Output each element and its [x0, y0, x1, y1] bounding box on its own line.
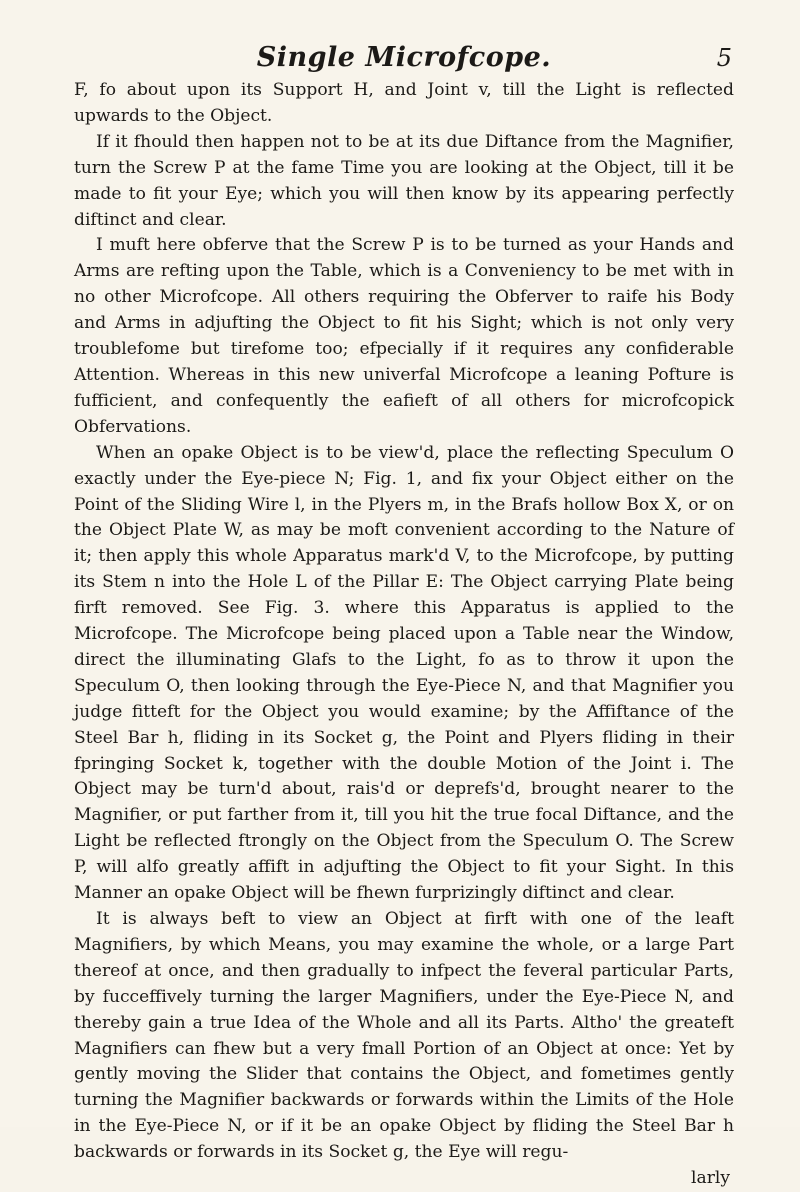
catchword: larly [691, 1168, 730, 1189]
page-header [74, 38, 734, 78]
page-number: 5 [716, 44, 732, 72]
paragraph: If it fhould then happen not to be at its due Diftance from the Magnifier, turn the Screw P at the fame Time you are looking at the Object, till it be made to fit your Eye; which you will then know by its appearing perfectly diftinct and clear. [74, 131, 734, 230]
paragraph: I muft here obferve that the Screw P is to be turned as your Hands and Arms are refting upon the Table, which is a Conveniency to be met with in no other Microfcope. All others requiring the Obferver to raife his Body and Arms in adjufting the Object to fit his Sight; which is not only very troublefome but tirefome too; efpecially if it requires any confiderable Attention. Whereas in this new univerfal Microfcope a leaning Pofture is fufficient, and confequently the eafieft of all others for microfcopick Obfervations. [74, 235, 734, 437]
paragraph: F, fo about upon its Support H, and Joint v, till the Light is reflected upwards to the Object. [74, 80, 734, 126]
paragraph: When an opake Object is to be view'd, place the reflecting Speculum O exactly under the Eye-piece N; Fig. 1, and fix your Object either on the Point of the Sliding Wire l, in the Plyers m, in the Brafs hollow Box X, or on the Object Plate W, as may be moft convenient according to the Nature of it; then apply this whole Apparatus mark'd V, to the Microfcope, by putting its Stem n into the Hole L of the Pillar E: The Object carrying Plate being firft removed. See Fig. 3. where this Apparatus is applied to the Microfcope. The Microfcope being placed upon a Table near the Window, direct the illuminating Glafs to the Light, fo as to throw it upon the Speculum O, then looking through the Eye-Piece N, and that Magnifier you judge fitteft for the Object you would examine; by the Affiftance of the Steel Bar h, fliding in its Socket g, the Point and Plyers fliding in their fpringing Socket k, together with the double Motion of the Joint i. The Object may be turn'd about, rais'd or deprefs'd, brought nearer to the Magnifier, or put farther from it, till you hit the true focal Diftance, and the Light be reflected ftrongly on the Object from the Speculum O. The Screw P, will alfo greatly affift in adjufting the Object to fit your Sight. In this Manner an opake Object will be fhewn furprizingly diftinct and clear. [74, 442, 734, 904]
body-text [74, 78, 734, 1166]
paragraph: It is always beft to view an Object at firft with one of the leaft Magnifiers, by which Means, you may examine the whole, or a large Part thereof at once, and then gradually to infpect the feveral particular Parts, by fucceffively turning the larger Magnifiers, under the Eye-Piece N, and thereby gain a true Idea of the Whole and all its Parts. Altho' the greateft Magnifiers can fhew but a very fmall Portion of an Object at once: Yet by gently moving the Slider that contains the Object, and fometimes gently turning the Magnifier backwards or forwards within the Limits of the Hole in the Eye-Piece N, or if it be an opake Object by fliding the Steel Bar h backwards or forwards in its Socket g, the Eye will regu- [74, 909, 734, 1163]
running-head: Single Microfcope. [256, 42, 552, 73]
